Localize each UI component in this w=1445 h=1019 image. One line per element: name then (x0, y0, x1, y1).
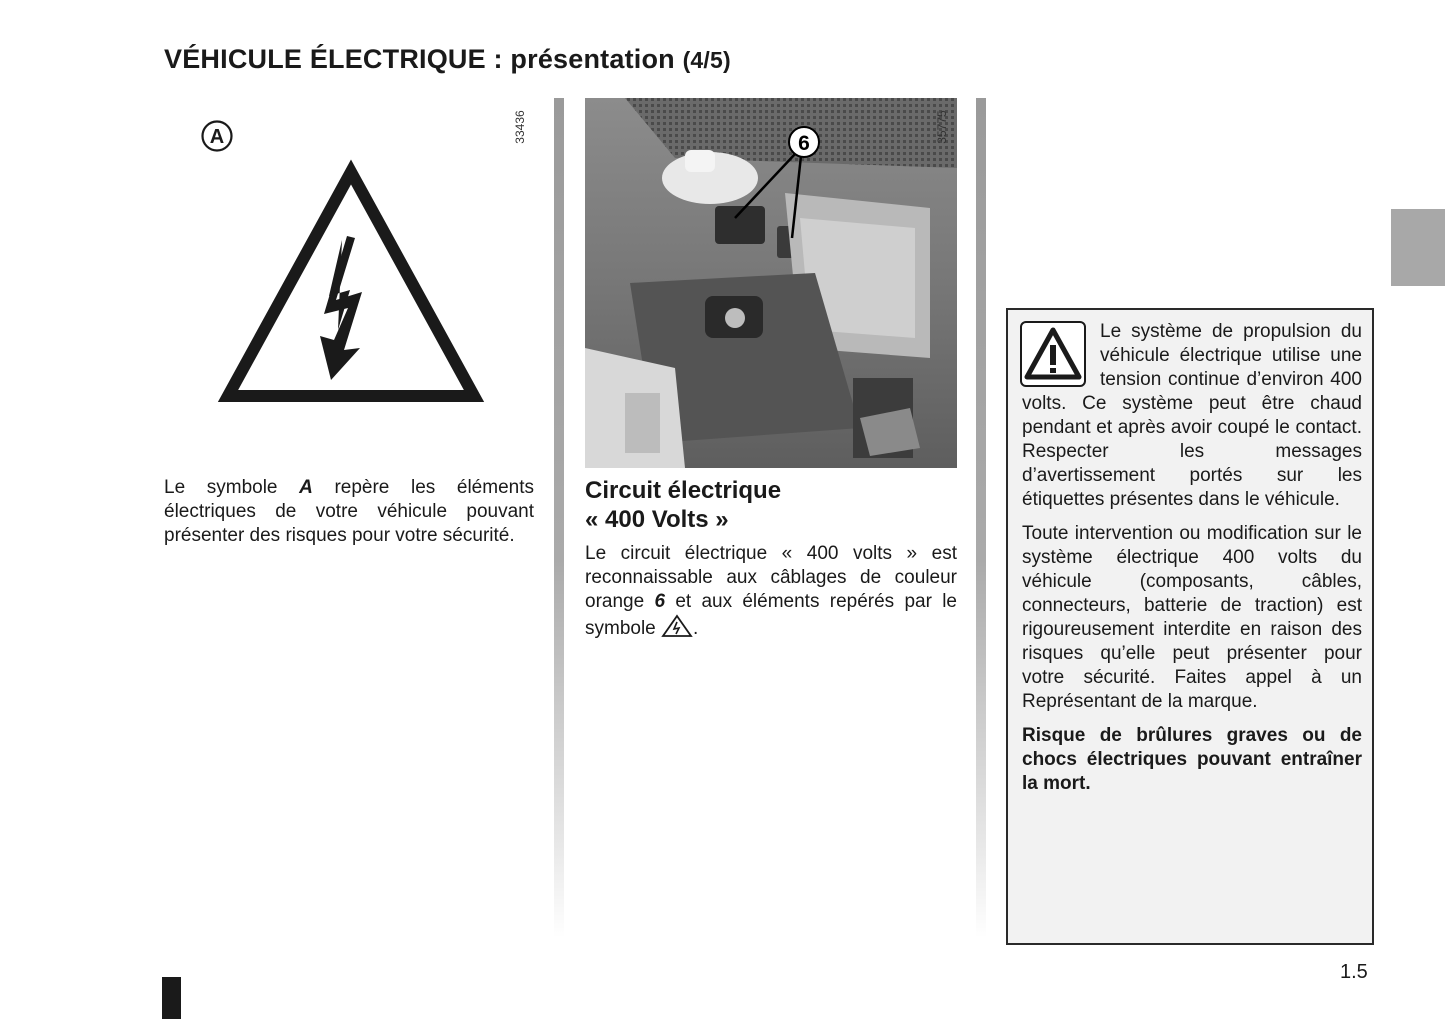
column-separator-right (976, 98, 986, 938)
circuit-description (585, 542, 957, 645)
section-title (585, 476, 957, 534)
figure-ref-middle: 35775 (935, 110, 949, 144)
engine-bay-photo (585, 98, 957, 468)
desc-text-before: Le symbole (164, 477, 300, 498)
desc-emphasis: A (299, 477, 313, 498)
circuit-text-after: . (693, 618, 699, 639)
symbol-a-description (164, 476, 534, 548)
chapter-tab (1391, 209, 1445, 286)
small-high-voltage-icon (661, 614, 693, 645)
section-title-line1: Circuit électrique (585, 477, 782, 504)
page-part: (4/5) (682, 47, 731, 73)
figure-ref-left: 33436 (513, 110, 527, 144)
desc-text-after: repère les éléments électriques de votre véhicule pouvant présenter des risques pour votre sécurité. (164, 477, 534, 546)
warning-box (1006, 308, 1374, 945)
high-voltage-warning-icon (214, 158, 488, 408)
column-separator-left (554, 98, 564, 938)
page-marker (162, 977, 181, 1019)
circuit-emphasis: 6 (654, 591, 666, 612)
symbol-letter: A (209, 126, 225, 148)
circuit-text-mid: et aux éléments repérés par le symbole (585, 591, 957, 639)
page-number: 1.5 (1340, 961, 1368, 983)
warning-paragraph-3: Risque de brûlures graves ou de chocs électriques pouvant entraîner la mort. (1022, 725, 1362, 794)
circuit-text-before: Le circuit électrique « 400 volts » est reconnaissable aux câblages de couleur orange (585, 543, 957, 612)
page-title-text: VÉHICULE ÉLECTRIQUE : présentation (164, 44, 675, 74)
section-title-line2: « 400 Volts » (585, 506, 729, 533)
circled-letter-a-icon (200, 119, 234, 153)
page-title (164, 44, 731, 75)
callout-6: 6 (798, 132, 810, 155)
warning-paragraph-1: Le système de propulsion du véhicule électrique utilise une tension continue d’environ 400 volts. Ce système peut être chaud pendant et après avoir coupé le contact. Respecter les messages d’avertissement portés sur les étiquettes présentes dans le véhicule. (1022, 321, 1362, 510)
warning-paragraph-2: Toute intervention ou modification sur le système électrique 400 volts du véhicule (composants, câbles, connecteurs, batterie de traction) est rigoureusement interdite en raison des risques qu’elle peut présenter pour votre sécurité. Faites appel à un Représentant de la marque. (1022, 523, 1362, 712)
